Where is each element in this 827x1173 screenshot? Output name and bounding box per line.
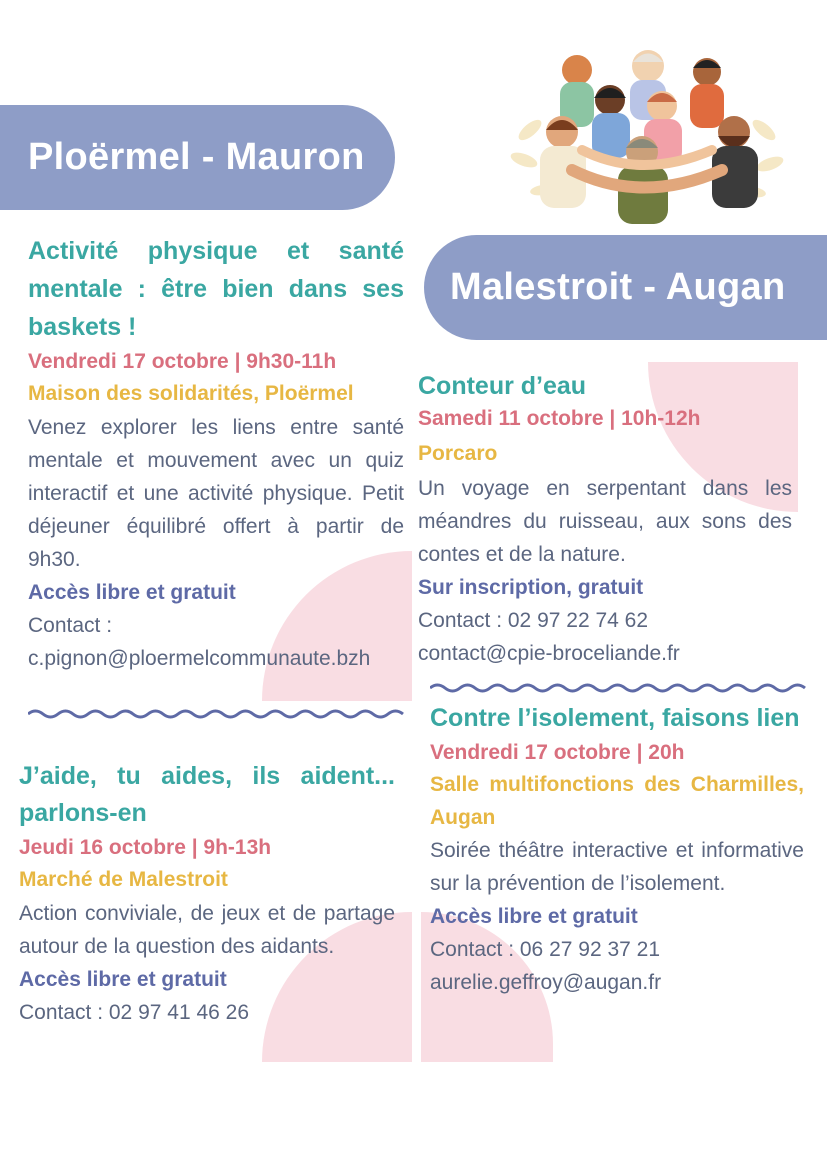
event-contact-email[interactable]: aurelie.geffroy@augan.fr (430, 971, 662, 994)
event-title: Activité physique et santé mentale : être bien dans ses baskets ! (28, 237, 404, 341)
event-title: J’aide, tu aides, ils aident... parlons-en (19, 762, 395, 827)
region-title: Malestroit - Augan (450, 266, 786, 308)
event-access: Accès libre et gratuit (430, 905, 638, 928)
event-title: Contre l’isolement, faisons lien (430, 704, 800, 732)
event-contact-label: Contact : (28, 614, 113, 637)
event-contact-phone[interactable]: Contact : 06 27 92 37 21 (430, 938, 661, 961)
event-place: Salle multifonctions des Charmilles, Augan (430, 773, 804, 829)
event-aidants (19, 758, 395, 1029)
group-hug-illustration-icon (502, 40, 792, 230)
event-description: Action conviviale, de jeux et de partage autour de la question des aidants. (19, 902, 395, 958)
region-banner-malestroit-augan (424, 235, 827, 340)
wavy-divider-icon (430, 680, 806, 696)
event-date: Jeudi 16 octobre | 9h-13h (19, 836, 272, 859)
event-contact-email[interactable]: contact@cpie-broceliande.fr (418, 642, 680, 665)
event-contact-phone[interactable]: Contact : 02 97 41 46 26 (19, 1001, 250, 1024)
event-access: Sur inscription, gratuit (418, 576, 644, 599)
region-banner-ploermel-mauron (0, 105, 395, 210)
event-contact-email[interactable]: c.pignon@ploermelcommunaute.bzh (28, 647, 371, 670)
event-access: Accès libre et gratuit (19, 968, 227, 991)
region-title: Ploërmel - Mauron (28, 136, 365, 178)
event-place: Maison des solidarités, Ploërmel (28, 382, 354, 405)
event-date: Vendredi 17 octobre | 9h30-11h (28, 350, 337, 373)
event-place: Marché de Malestroit (19, 868, 228, 891)
event-description: Un voyage en serpentant dans les méandres du ruisseau, aux sons des contes et de la nature. (418, 477, 792, 566)
wavy-divider-icon (28, 706, 404, 722)
event-contre-isolement (430, 700, 804, 999)
event-description: Venez explorer les liens entre santé mentale et mouvement avec un quiz interactif et une activité physique. Petit déjeuner équilibré offert à partir de 9h30. (28, 416, 404, 571)
event-conteur-deau (418, 370, 792, 670)
event-access: Accès libre et gratuit (28, 581, 236, 604)
event-date: Vendredi 17 octobre | 20h (430, 741, 685, 764)
event-place: Porcaro (418, 442, 498, 465)
event-activite-physique (28, 232, 404, 675)
event-contact-phone[interactable]: Contact : 02 97 22 74 62 (418, 609, 649, 632)
event-title: Conteur d’eau (418, 372, 587, 400)
event-description: Soirée théâtre interactive et informative sur la prévention de l’isolement. (430, 839, 804, 895)
event-date: Samedi 11 octobre | 10h-12h (418, 407, 701, 430)
